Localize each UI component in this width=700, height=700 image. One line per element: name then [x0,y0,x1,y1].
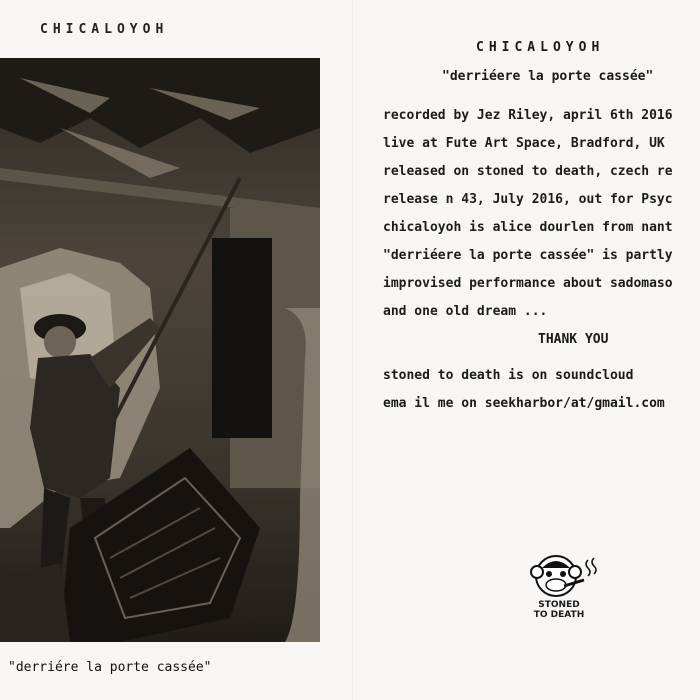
logo-text: STONED TO DEATH [533,600,585,620]
liner-line-7: improvised performance about sadomaso [383,276,673,291]
liner-line-2: live at Fute Art Space, Bradford, UK [383,136,665,151]
liner-line-8: and one old dream ... [383,304,548,319]
liner-line-3: released on stoned to death, czech re [383,164,673,179]
footer-email: ema il me on seekharbor/at/gmail.com [383,396,665,411]
liner-line-5: chicaloyoh is alice dourlen from nant [383,220,673,235]
left-header: CHICALOYOH [40,22,169,37]
liner-line-1: recorded by Jez Riley, april 6th 2016 [383,108,673,123]
firefighter-photo [0,58,320,642]
footer-soundcloud: stoned to death is on soundcloud [383,368,634,383]
page-fold [352,0,353,700]
liner-line-4: release n 43, July 2016, out for Psyc [383,192,673,207]
stoned-to-death-logo [524,548,610,630]
right-title: CHICALOYOH [476,40,605,55]
left-caption: "derriére la porte cassée" [8,660,212,675]
liner-line-6: "derriéere la porte cassée" is partly [383,248,673,263]
thank-you: THANK YOU [538,332,609,347]
right-subtitle: "derriéere la porte cassée" [442,69,654,84]
